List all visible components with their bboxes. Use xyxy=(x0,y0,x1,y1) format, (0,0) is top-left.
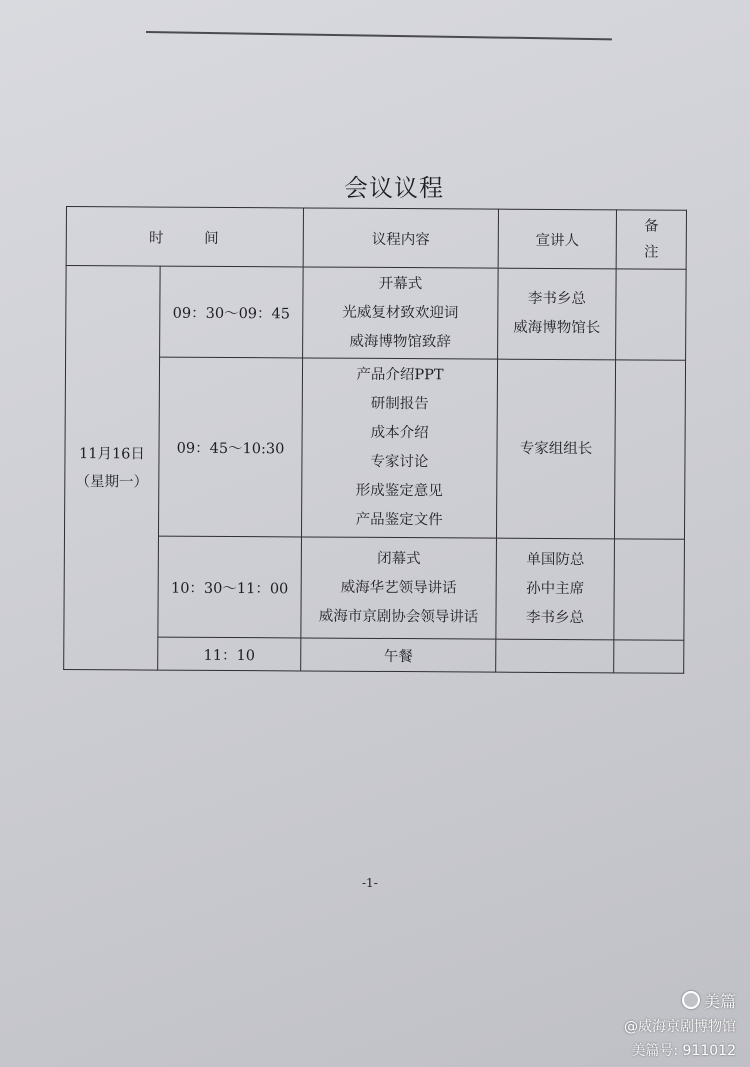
time-cell: 10：30～11：00 xyxy=(158,536,302,638)
page-number: -1- xyxy=(362,876,378,890)
date-day: 11月16日 xyxy=(78,445,145,462)
speaker-name: 李书乡总 xyxy=(527,290,587,308)
header-row xyxy=(66,207,686,270)
speaker-cell xyxy=(496,538,615,640)
top-rule xyxy=(146,31,612,40)
header-content: 议程内容 xyxy=(303,208,498,268)
watermark-account: @威海京剧博物馆 xyxy=(624,1019,736,1035)
agenda-item: 闭幕式 xyxy=(377,550,421,567)
agenda-item: 威海博物馆致辞 xyxy=(349,333,451,350)
agenda-item: 威海华艺领导讲话 xyxy=(340,579,457,596)
header-speaker: 宣讲人 xyxy=(498,209,616,269)
speaker-cell xyxy=(496,359,615,539)
header-note-line1: 备 xyxy=(644,218,659,235)
header-time: 时 间 xyxy=(66,207,303,267)
content-cell xyxy=(303,267,499,359)
time-cell: 09：45～10:30 xyxy=(158,357,302,537)
agenda-item: 威海市京剧协会领导讲话 xyxy=(318,608,479,626)
agenda-item: 开幕式 xyxy=(378,275,423,292)
note-cell xyxy=(616,269,687,360)
speaker-cell xyxy=(498,268,617,360)
watermark-id: 美篇号: 911012 xyxy=(631,1043,736,1059)
document-title: 会议议程 xyxy=(344,174,444,202)
agenda-item: 形成鉴定意见 xyxy=(355,482,443,500)
speaker-name: 威海博物馆长 xyxy=(513,319,601,337)
watermark-brand-line xyxy=(624,990,736,1015)
note-cell xyxy=(614,539,685,640)
date-weekday: （星期一） xyxy=(75,473,149,491)
agenda-table xyxy=(63,206,687,674)
date-cell xyxy=(64,266,160,671)
table-row xyxy=(66,266,687,361)
agenda-item: 产品鉴定文件 xyxy=(355,511,443,529)
agenda-item: 产品介绍PPT xyxy=(356,366,444,384)
watermark-brand: 美篇 xyxy=(703,992,736,1011)
agenda-item: 研制报告 xyxy=(370,395,429,413)
note-cell xyxy=(614,360,685,539)
speaker-name: 李书乡总 xyxy=(525,609,585,626)
meipian-logo-icon xyxy=(682,991,700,1009)
speaker-cell xyxy=(496,639,614,673)
note-cell xyxy=(614,640,684,673)
header-note xyxy=(616,210,686,269)
content-cell: 午餐 xyxy=(301,638,496,672)
speaker-name: 单国防总 xyxy=(526,551,585,568)
content-cell xyxy=(301,358,497,538)
watermark xyxy=(624,990,736,1063)
time-cell: 11：10 xyxy=(158,637,301,671)
content-cell xyxy=(301,537,497,639)
header-note-line2: 注 xyxy=(643,244,659,261)
time-cell: 09：30～09：45 xyxy=(160,266,304,358)
agenda-item: 成本介绍 xyxy=(370,424,429,442)
agenda-item: 光威复材致欢迎词 xyxy=(342,304,459,321)
agenda-item: 专家讨论 xyxy=(370,453,429,471)
speaker-name: 专家组组长 xyxy=(519,440,593,457)
speaker-name: 孙中主席 xyxy=(526,580,585,597)
